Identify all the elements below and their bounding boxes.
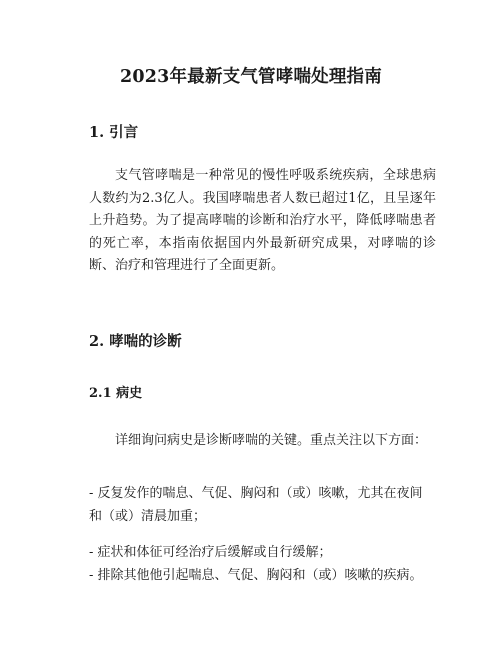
section-heading-diagnosis: 2. 哮喘的诊断 <box>89 333 182 350</box>
history-intro-paragraph: 详细询问病史是诊断哮喘的关键。重点关注以下方面： <box>115 433 428 448</box>
history-bullet-1: - 反复发作的喘息、气促、胸闷和（或）咳嗽，尤其在夜间和（或）清晨加重； <box>89 486 423 524</box>
introduction-paragraph: 支气管哮喘是一种常见的慢性呼吸系统疾病，全球患病人数约为2.3亿人。我国哮喘患者人数已超过1亿，且呈逐年上升趋势。为了提高哮喘的诊断和治疗水平，降低哮喘患者的死亡率，本指南依据国内外最新研究成果，对哮喘的诊断、治疗和管理进行了全面更新。 <box>89 168 436 273</box>
section-heading-introduction: 1. 引言 <box>89 124 139 141</box>
document-title: 2023年最新支气管哮喘处理指南 <box>120 67 382 87</box>
subsection-heading-history: 2.1 病史 <box>89 386 143 401</box>
history-bullet-3: - 排除其他他引起喘息、气促、胸闷和（或）咳嗽的疾病。 <box>89 568 423 583</box>
history-bullet-2: - 症状和体征可经治疗后缓解或自行缓解； <box>89 545 332 560</box>
